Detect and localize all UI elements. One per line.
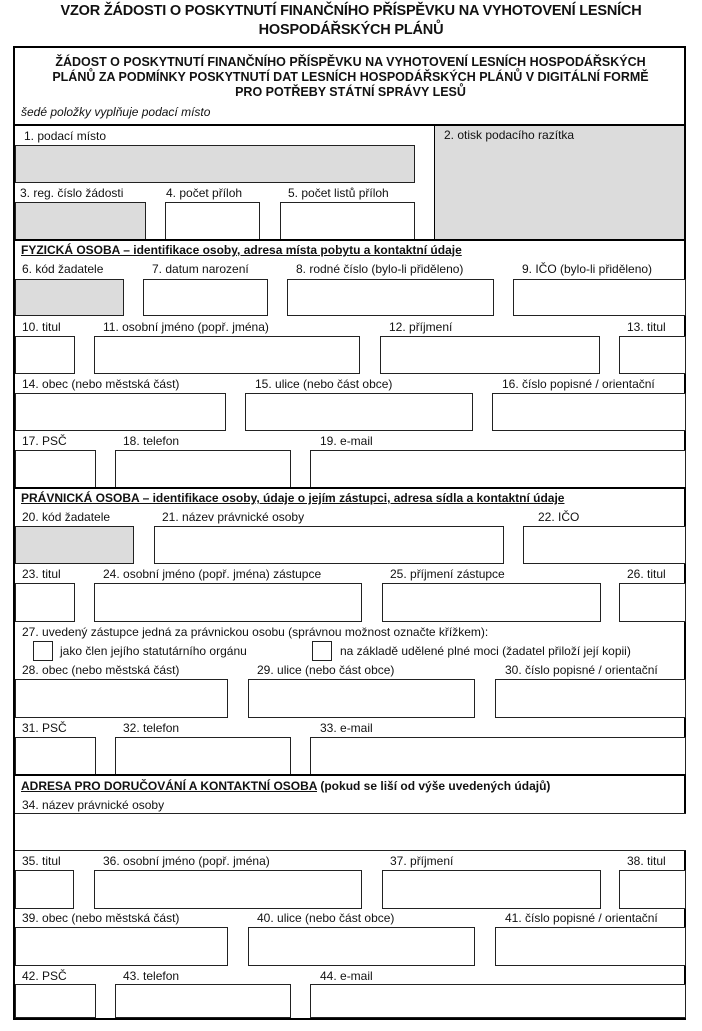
label-opt1: jako člen jejího statutárního orgánu	[60, 644, 247, 658]
label-f8: 8. rodné číslo (bylo-li přiděleno)	[296, 262, 464, 276]
label-f38: 38. titul	[627, 854, 666, 868]
form-title-line2: PLÁNŮ ZA PODMÍNKY POSKYTNUTÍ DAT LESNÍCH HOSPODÁŘSKÝCH PLÁNŮ V DIGITÁLNÍ FORMĚ	[52, 70, 649, 84]
label-f35: 35. titul	[22, 854, 61, 868]
field-33-email[interactable]	[310, 737, 686, 775]
field-44-email[interactable]	[310, 984, 686, 1018]
field-6-applicant-code[interactable]	[15, 279, 124, 316]
field-32-phone[interactable]	[115, 737, 291, 775]
label-f13: 13. titul	[627, 320, 666, 334]
field-21-legal-entity-name[interactable]	[154, 526, 504, 564]
field-29-street[interactable]	[248, 679, 475, 718]
label-f7: 7. datum narození	[152, 262, 249, 276]
label-f22: 22. IČO	[538, 510, 580, 524]
field-43-phone[interactable]	[115, 984, 291, 1018]
label-f42: 42. PSČ	[22, 969, 67, 983]
field-31-postcode[interactable]	[15, 737, 96, 775]
label-f21: 21. název právnické osoby	[162, 510, 305, 524]
label-f9: 9. IČO (bylo-li přiděleno)	[522, 262, 653, 276]
field-14-municipality[interactable]	[15, 393, 226, 431]
field-13-title[interactable]	[619, 336, 686, 374]
label-f29: 29. ulice (nebo část obce)	[257, 663, 395, 677]
label-f16: 16. číslo popisné / orientační	[502, 377, 655, 391]
label-f10: 10. titul	[22, 320, 61, 334]
section-delivery-note: (pokud se liší od výše uvedených údajů)	[320, 779, 551, 793]
label-f32: 32. telefon	[123, 721, 180, 735]
field-11-first-name[interactable]	[94, 336, 360, 374]
label-f33: 33. e-mail	[320, 721, 373, 735]
label-f5: 5. počet listů příloh	[288, 186, 389, 200]
field-18-phone[interactable]	[115, 450, 291, 488]
label-f17: 17. PSČ	[22, 434, 67, 448]
label-f26: 26. titul	[627, 567, 666, 581]
label-f19: 19. e-mail	[320, 434, 373, 448]
document-title	[0, 2, 702, 40]
field-20-applicant-code[interactable]	[15, 526, 134, 564]
field-26-title[interactable]	[619, 583, 686, 622]
label-f43: 43. telefon	[123, 969, 180, 983]
section-legal-person-heading: PRÁVNICKÁ OSOBA – identifikace osoby, údaje o jejím zástupci, adresa sídla a kontaktní údaje	[21, 491, 565, 505]
field-36-first-name[interactable]	[94, 870, 362, 909]
field-8-birth-number[interactable]	[287, 279, 494, 316]
field-24-rep-first-name[interactable]	[94, 583, 362, 622]
checkbox-statutory-body[interactable]	[33, 641, 53, 661]
divider	[13, 239, 686, 241]
label-f2: 2. otisk podacího razítka	[444, 128, 575, 142]
field-42-postcode[interactable]	[15, 984, 96, 1018]
label-f27: 27. uvedený zástupce jedná za právnickou osobu (správnou možnost označte křížkem):	[22, 625, 489, 639]
field-5-attachment-sheets[interactable]	[280, 202, 415, 240]
field-25-rep-surname[interactable]	[382, 583, 601, 622]
label-f40: 40. ulice (nebo část obce)	[257, 911, 395, 925]
label-f3: 3. reg. číslo žádosti	[20, 186, 124, 200]
field-37-surname[interactable]	[382, 870, 601, 909]
field-7-birth-date[interactable]	[143, 279, 268, 316]
field-16-house-number[interactable]	[492, 393, 686, 431]
grey-fields-note: šedé položky vyplňuje podací místo	[21, 105, 211, 119]
field-35-title[interactable]	[15, 870, 74, 909]
label-f28: 28. obec (nebo městská část)	[22, 663, 180, 677]
form-title-line1: ŽÁDOST O POSKYTNUTÍ FINANČNÍHO PŘÍSPĚVKU NA VYHOTOVENÍ LESNÍCH HOSPODÁŘSKÝCH	[55, 55, 646, 69]
field-41-house-number[interactable]	[495, 927, 686, 966]
label-f14: 14. obec (nebo městská část)	[22, 377, 180, 391]
label-f41: 41. číslo popisné / orientační	[505, 911, 658, 925]
label-f44: 44. e-mail	[320, 969, 373, 983]
label-f34: 34. název právnické osoby	[22, 798, 165, 812]
label-f20: 20. kód žadatele	[22, 510, 111, 524]
divider	[13, 487, 686, 489]
field-4-attachments-count[interactable]	[165, 202, 260, 240]
field-3-reg-number[interactable]	[15, 202, 146, 240]
label-f37: 37. příjmení	[390, 854, 454, 868]
field-39-municipality[interactable]	[15, 927, 228, 966]
field-9-ico[interactable]	[513, 279, 686, 316]
label-f23: 23. titul	[22, 567, 61, 581]
field-34-legal-entity-name[interactable]	[15, 813, 686, 851]
label-f30: 30. číslo popisné / orientační	[505, 663, 658, 677]
label-f31: 31. PSČ	[22, 721, 67, 735]
document-title-line1: VZOR ŽÁDOSTI O POSKYTNUTÍ FINANČNÍHO PŘÍSPĚVKU NA VYHOTOVENÍ LESNÍCH	[60, 3, 642, 19]
field-40-street[interactable]	[248, 927, 475, 966]
label-f25: 25. příjmení zástupce	[390, 567, 505, 581]
field-2-stamp-area[interactable]	[435, 126, 684, 240]
label-f24: 24. osobní jméno (popř. jména) zástupce	[103, 567, 322, 581]
field-1-filing-office[interactable]	[15, 145, 415, 183]
label-f6: 6. kód žadatele	[22, 262, 104, 276]
form-title	[15, 55, 686, 100]
field-19-email[interactable]	[310, 450, 686, 488]
label-f36: 36. osobní jméno (popř. jména)	[103, 854, 270, 868]
label-f11: 11. osobní jméno (popř. jména)	[103, 320, 269, 334]
checkbox-power-of-attorney[interactable]	[312, 641, 332, 661]
field-38-title[interactable]	[619, 870, 686, 909]
section-delivery-heading: ADRESA PRO DORUČOVÁNÍ A KONTAKTNÍ OSOBA (pokud se liší od výše uvedených údajů)	[21, 779, 551, 793]
section-natural-person-heading: FYZICKÁ OSOBA – identifikace osoby, adresa místa pobytu a kontaktní údaje	[21, 243, 462, 257]
field-15-street[interactable]	[245, 393, 473, 431]
form-title-line3: PRO POTŘEBY STÁTNÍ SPRÁVY LESŮ	[235, 85, 466, 99]
field-10-title[interactable]	[15, 336, 75, 374]
field-17-postcode[interactable]	[15, 450, 96, 488]
divider	[13, 774, 686, 776]
field-30-house-number[interactable]	[495, 679, 686, 718]
label-f39: 39. obec (nebo městská část)	[22, 911, 180, 925]
document-title-line2: HOSPODÁŘSKÝCH PLÁNŮ	[258, 22, 444, 38]
label-f18: 18. telefon	[123, 434, 180, 448]
label-f1: 1. podací místo	[24, 129, 107, 143]
label-f15: 15. ulice (nebo část obce)	[255, 377, 393, 391]
label-f4: 4. počet příloh	[166, 186, 243, 200]
field-12-surname[interactable]	[380, 336, 600, 374]
label-opt2: na základě udělené plné moci (žadatel přiloží její kopii)	[340, 644, 631, 658]
label-f12: 12. příjmení	[389, 320, 453, 334]
field-28-municipality[interactable]	[15, 679, 228, 718]
field-23-title[interactable]	[15, 583, 75, 622]
field-22-ico[interactable]	[523, 526, 686, 564]
